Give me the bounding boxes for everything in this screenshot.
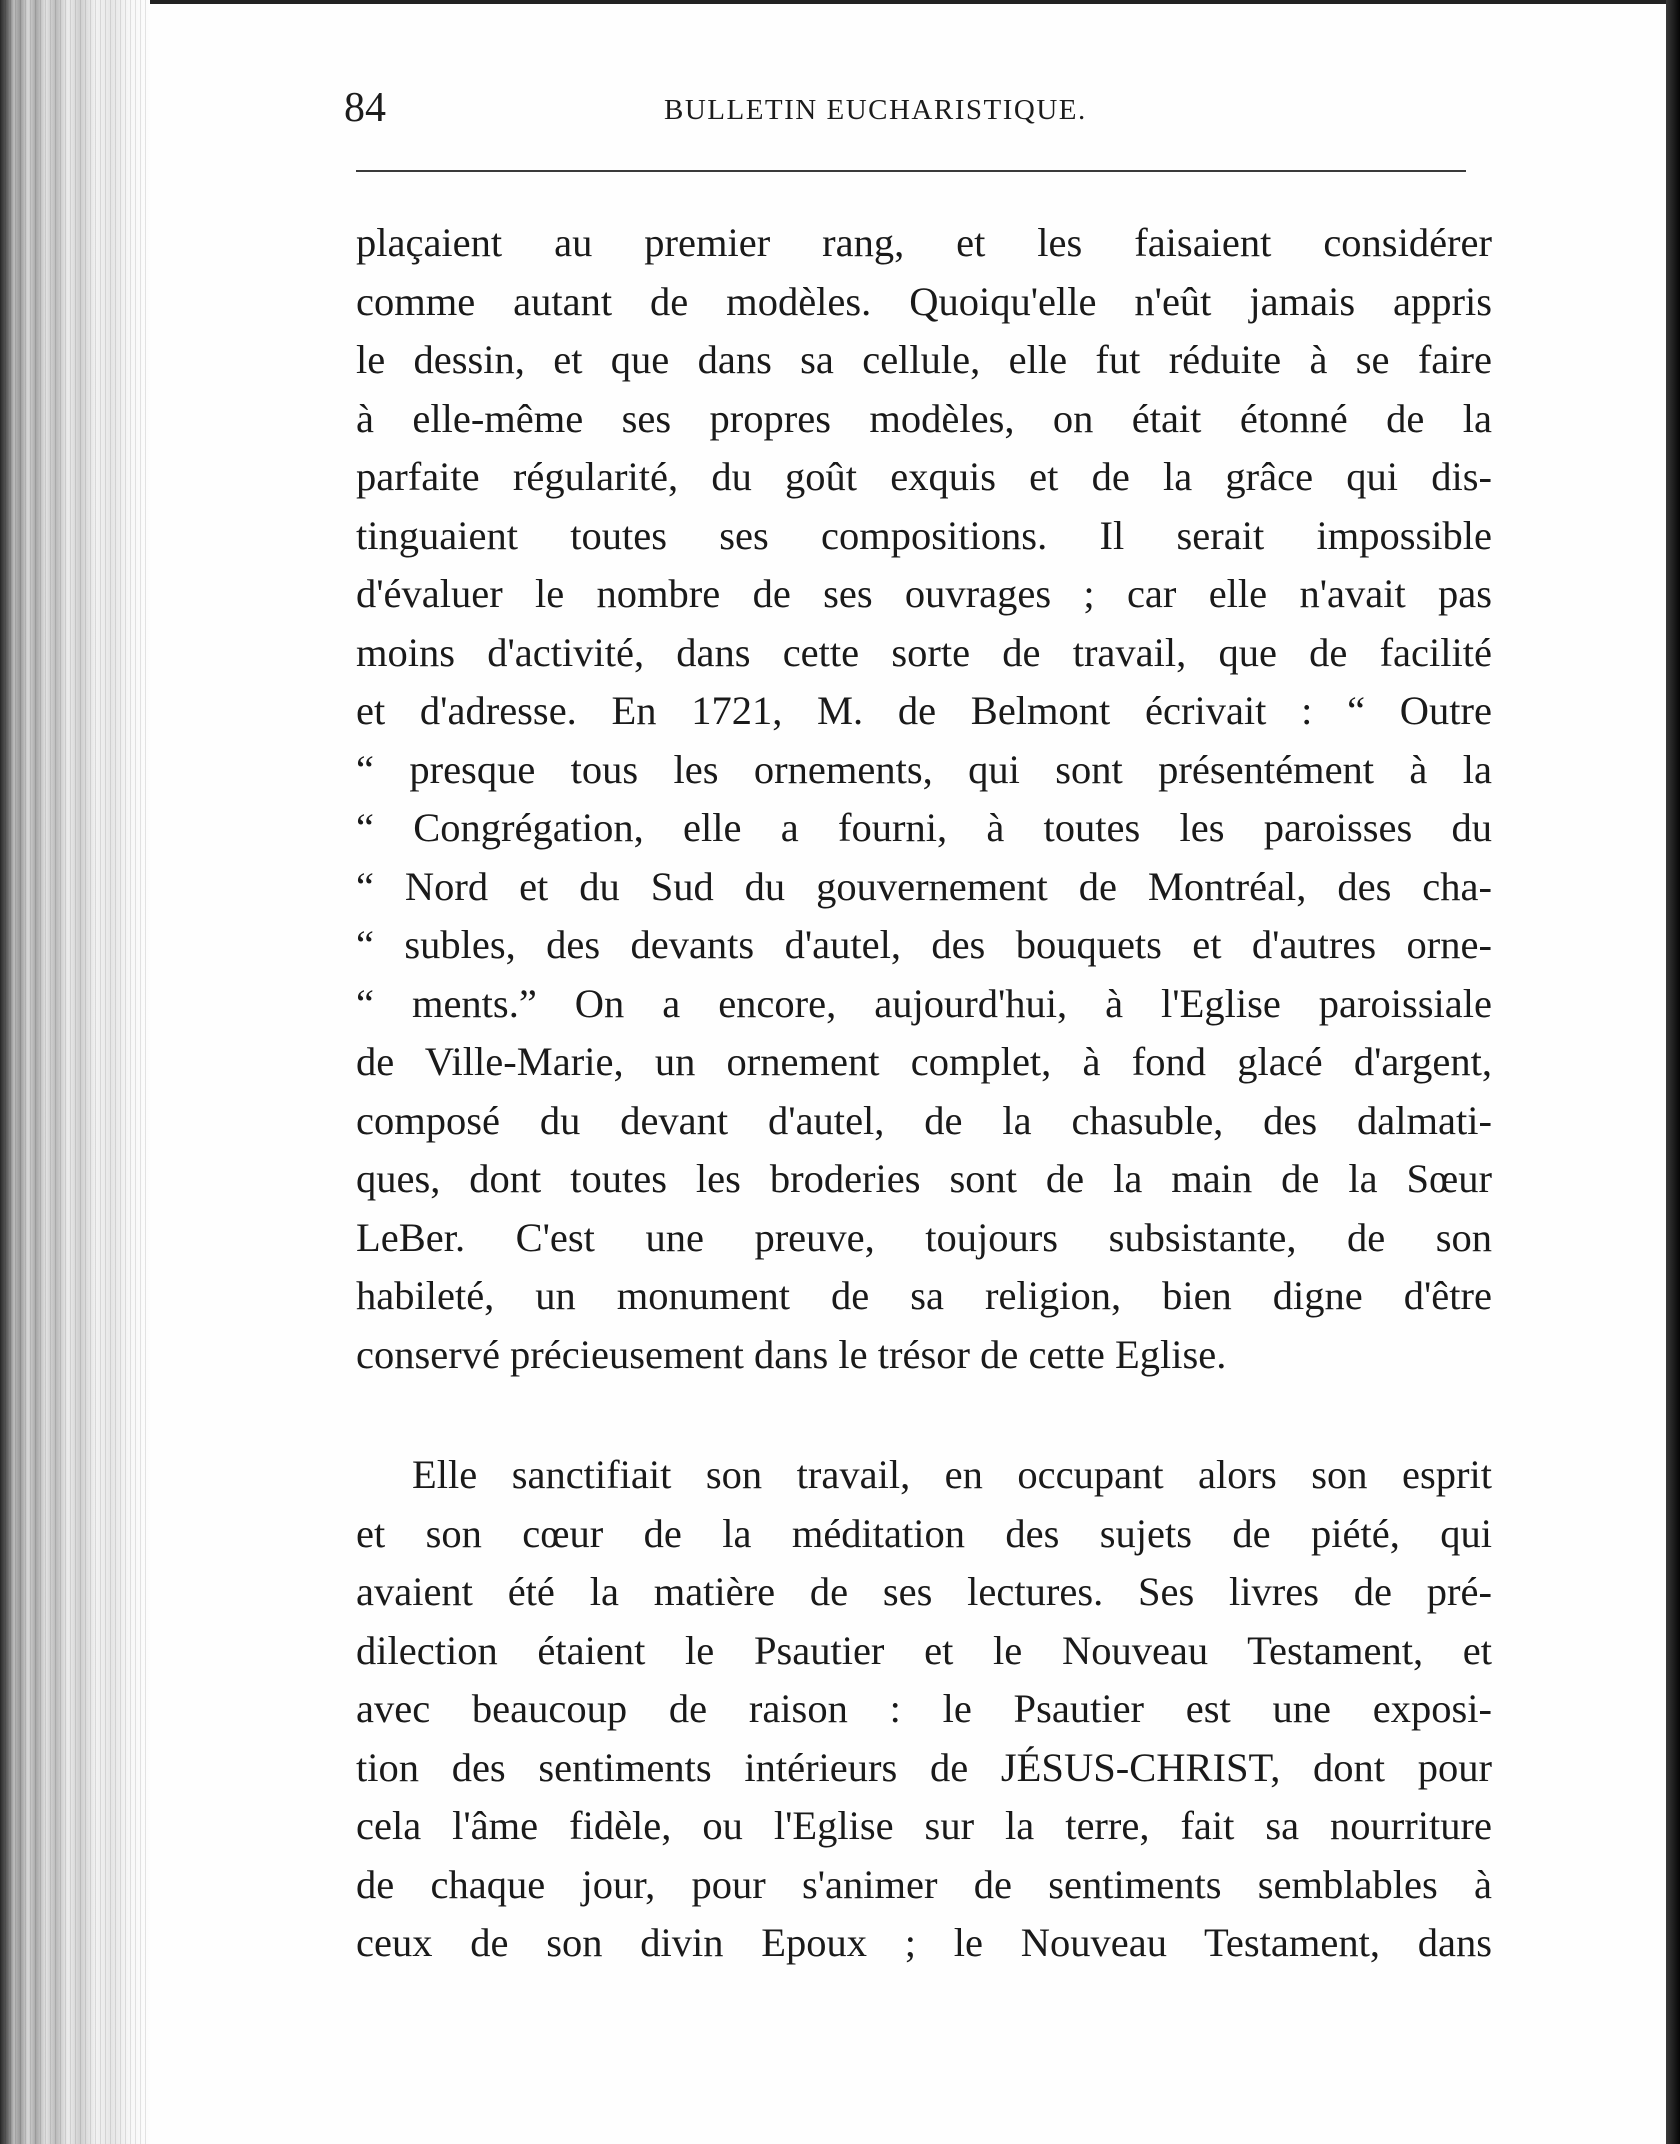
text-line: de Ville-Marie, un ornement complet, à fond glacé d'argent, (356, 1039, 1492, 1084)
text-line: composé du devant d'autel, de la chasuble, des dalmati- (356, 1097, 1492, 1143)
text-line: de chaque jour, pour s'animer de sentiments semblables à (356, 1861, 1492, 1907)
text-line: comme autant de modèles. Quoiqu'elle n'eût jamais appris (356, 278, 1492, 324)
text-line: conservé précieusement dans le trésor de cette Eglise. (356, 1331, 1227, 1377)
text-line: dilection étaient le Psautier et le Nouveau Testament, et (356, 1627, 1492, 1673)
paragraph-1 (356, 214, 1492, 1384)
text-line: “ Nord et du Sud du gouvernement de Montréal, des cha- (356, 863, 1492, 909)
text-line: ques, dont toutes les broderies sont de la main de la Sœur (356, 1156, 1492, 1201)
scan-right-border (1666, 0, 1680, 2144)
header-rule (356, 170, 1466, 172)
text-line: LeBer. C'est une preuve, toujours subsistante, de son (356, 1214, 1492, 1260)
text-line: et son cœur de la méditation des sujets de piété, qui (356, 1510, 1492, 1556)
text-line: Elle sanctifiait son travail, en occupant alors son esprit (412, 1452, 1492, 1497)
running-title: BULLETIN EUCHARISTIQUE. (664, 94, 1087, 126)
text-line: plaçaient au premier rang, et les faisaient considérer (356, 220, 1492, 265)
text-line: tinguaient toutes ses compositions. Il serait impossible (356, 512, 1492, 558)
text-line: à elle-même ses propres modèles, on était étonné de la (356, 395, 1492, 441)
text-line: ceux de son divin Epoux ; le Nouveau Testament, dans (356, 1920, 1492, 1965)
body-text (356, 214, 1492, 1973)
text-line: parfaite régularité, du goût exquis et de la grâce qui dis- (356, 454, 1492, 499)
text-line: “ subles, des devants d'autel, des bouquets et d'autres orne- (356, 922, 1492, 967)
text-line: moins d'activité, dans cette sorte de travail, que de facilité (356, 629, 1492, 675)
text-line: “ presque tous les ornements, qui sont présentément à la (356, 746, 1492, 792)
book-page-edge (0, 0, 150, 2144)
text-line: d'évaluer le nombre de ses ouvrages ; car elle n'avait pas (356, 571, 1492, 616)
page-header (344, 78, 1474, 138)
text-line: et d'adresse. En 1721, M. de Belmont écrivait : “ Outre (356, 688, 1492, 733)
page-number: 84 (344, 85, 386, 131)
text-line: avaient été la matière de ses lectures. Ses livres de pré- (356, 1569, 1492, 1614)
text-line: cela l'âme fidèle, ou l'Eglise sur la terre, fait sa nourriture (356, 1803, 1492, 1848)
text-line: avec beaucoup de raison : le Psautier est une exposi- (356, 1686, 1492, 1731)
text-line: “ ments.” On a encore, aujourd'hui, à l'Eglise paroissiale (356, 980, 1492, 1026)
scan-top-border (150, 0, 1666, 4)
text-line: le dessin, et que dans sa cellule, elle fut réduite à se faire (356, 337, 1492, 382)
paragraph-2 (356, 1446, 1492, 1973)
text-line: tion des sentiments intérieurs de JÉSUS-CHRIST, dont pour (356, 1744, 1492, 1790)
text-line: “ Congrégation, elle a fourni, à toutes les paroisses du (356, 805, 1492, 850)
text-line: habileté, un monument de sa religion, bien digne d'être (356, 1273, 1492, 1318)
